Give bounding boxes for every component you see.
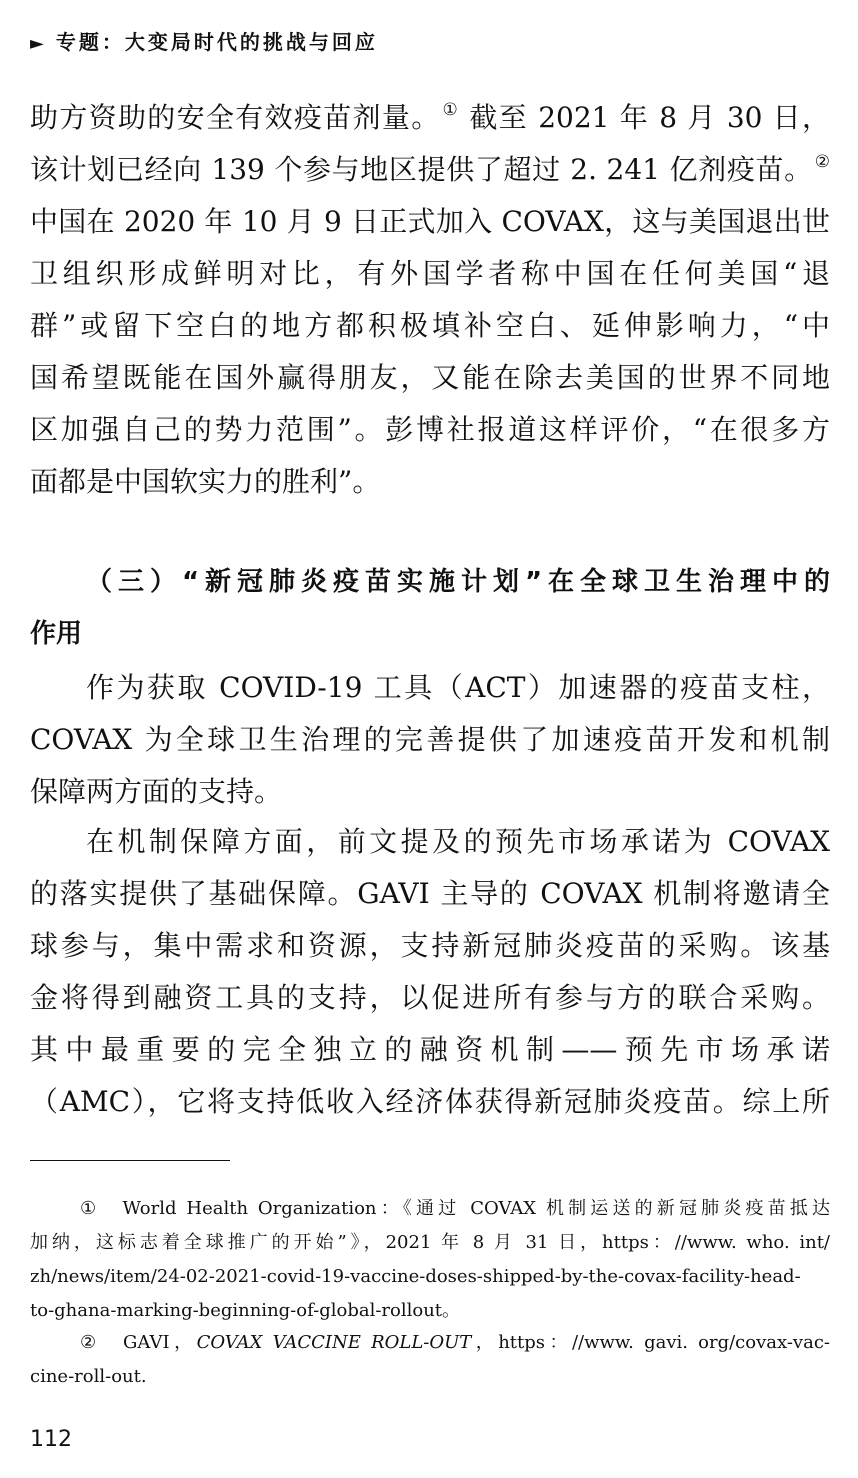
section-heading: （三）“新冠肺炎疫苗实施计划”在全球卫生治理中的 [86, 567, 830, 597]
body-line: 球参与，集中需求和资源，支持新冠肺炎疫苗的采购。该基 [30, 929, 830, 962]
body-line: 保障两方面的支持。 [30, 775, 283, 808]
body-line: 作为获取 COVID-19 工具（ACT）加速器的疫苗支柱， [86, 671, 830, 704]
body-line: 群”或留下空白的地方都积极填补空白、延伸影响力，“中 [30, 309, 830, 342]
body-line: 金将得到融资工具的支持，以促进所有参与方的联合采购。 [30, 981, 830, 1014]
footnote-separator [30, 1160, 230, 1161]
body-line: COVAX 为全球卫生治理的完善提供了加速疫苗开发和机制 [30, 723, 830, 756]
body-line: 区加强自己的势力范围”。彭博社报道这样评价，“在很多方 [30, 413, 830, 446]
body-line: 该计划已经向 139 个参与地区提供了超过 2. 241 亿剂疫苗。 ② [30, 152, 830, 186]
body-line: 中国在 2020 年 10 月 9 日正式加入 COVAX，这与美国退出世 [30, 205, 830, 238]
triangle-marker-icon: ► [30, 33, 44, 54]
footnote-1-line: ① World Health Organization：《通过 COVAX 机制运送的新冠肺炎疫苗抵达 [80, 1198, 830, 1219]
footnote-2-url[interactable]: ，https：//www. gavi. org/covax-vac- [471, 1332, 830, 1353]
body-line: 在机制保障方面，前文提及的预先市场承诺为 COVAX [86, 825, 830, 858]
running-header-title: 专题：大变局时代的挑战与回应 [55, 30, 378, 54]
footnote-ref-2[interactable]: ② [814, 152, 830, 172]
body-line: 助方资助的安全有效疫苗剂量。 ① 截至 2021 年 8 月 30 日， [30, 100, 830, 134]
footnote-2-title: COVAX VACCINE ROLL-OUT [196, 1332, 472, 1353]
body-line: 的落实提供了基础保障。GAVI 主导的 COVAX 机制将邀请全 [30, 877, 830, 910]
footnote-1-line[interactable]: to-ghana-marking-beginning-of-global-rollout。 [30, 1300, 461, 1321]
section-heading-continued: 作用 [30, 619, 83, 649]
running-header [30, 22, 378, 62]
body-line: 其中最重要的完全独立的融资机制——预先市场承诺 [30, 1033, 830, 1066]
footnote-ref-1[interactable]: ① [442, 100, 460, 120]
body-line: 国希望既能在国外赢得朋友，又能在除去美国的世界不同地 [30, 361, 830, 394]
footnote-2-line: ② GAVI，COVAX VACCINE ROLL-OUT，https：//www. gavi. org/covax-vac- [80, 1332, 830, 1353]
footnote-1-url[interactable]: zh/news/item/24-02-2021-covid-19-vaccine-doses-shipped-by-the-covax-facility-head- [30, 1266, 801, 1287]
footnote-2-url-continued[interactable]: cine-roll-out. [30, 1366, 147, 1387]
body-line: 卫组织形成鲜明对比，有外国学者称中国在任何美国“退 [30, 257, 830, 290]
body-line: 面都是中国软实力的胜利”。 [30, 465, 381, 498]
footnote-1-line[interactable]: 加纳，这标志着全球推广的开始”》，2021 年 8 月 31 日，https：//www. who. int/ [30, 1232, 830, 1253]
body-line: （AMC），它将支持低收入经济体获得新冠肺炎疫苗。综上所 [30, 1085, 830, 1118]
page-number: 112 [30, 1427, 72, 1452]
